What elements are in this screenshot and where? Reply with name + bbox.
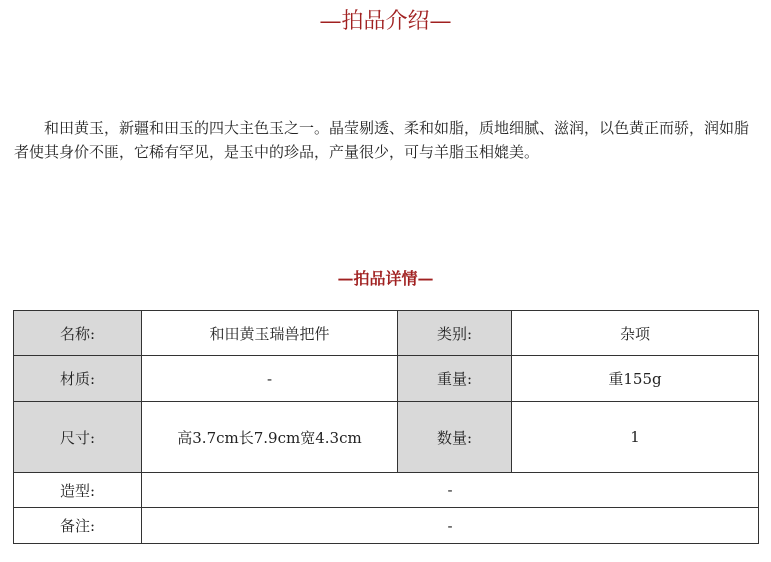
category-value: 杂项 (512, 311, 759, 356)
category-label: 类别: (398, 311, 512, 356)
table-row (14, 311, 759, 356)
quantity-label: 数量: (398, 402, 512, 473)
remarks-value: - (142, 508, 759, 544)
table-row (14, 473, 759, 508)
name-label: 名称: (14, 311, 142, 356)
name-value: 和田黄玉瑞兽把件 (142, 311, 398, 356)
quantity-value: 1 (512, 402, 759, 473)
weight-label: 重量: (398, 356, 512, 402)
details-table (13, 310, 759, 544)
shape-value: - (142, 473, 759, 508)
weight-value: 重155g (512, 356, 759, 402)
size-label: 尺寸: (14, 402, 142, 473)
intro-paragraph: 和田黄玉，新疆和田玉的四大主色玉之一。晶莹剔透、柔和如脂，质地细腻、滋润，以色黄正而骄，润如脂者使其身价不匪，它稀有罕见，是玉中的珍品，产量很少，可与羊脂玉相媲美。 (14, 119, 750, 161)
shape-label: 造型: (14, 473, 142, 508)
table-row (14, 508, 759, 544)
size-value: 高3.7cm长7.9cm宽4.3cm (142, 402, 398, 473)
details-section-title: —拍品详情— (337, 269, 434, 288)
material-value: - (142, 356, 398, 402)
table-row (14, 356, 759, 402)
material-label: 材质: (14, 356, 142, 402)
intro-section-title: —拍品介绍— (319, 9, 452, 34)
remarks-label: 备注: (14, 508, 142, 544)
table-row (14, 402, 759, 473)
